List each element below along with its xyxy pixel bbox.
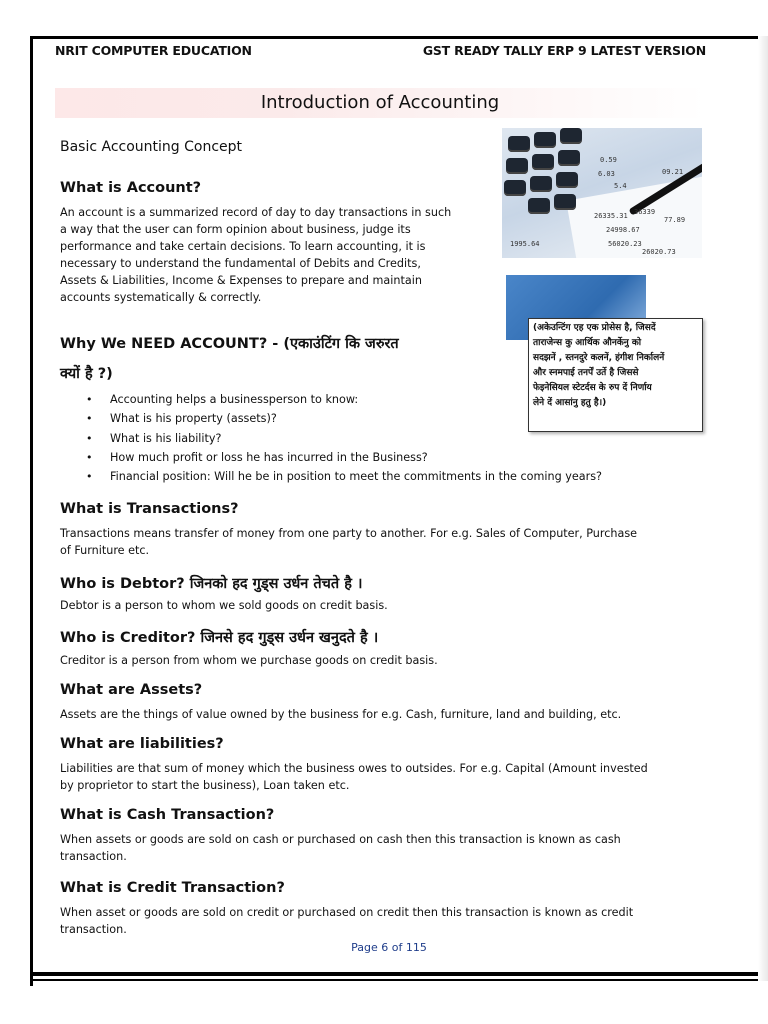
account-line: necessary to understand the fundamental of Debits and Credits,	[60, 257, 421, 270]
image-number: 5.4	[614, 182, 627, 190]
list-item	[86, 448, 602, 467]
list-item	[86, 409, 602, 428]
liabilities-line: Liabilities are that sum of money which the business owes to outsides. For e.g. Capital (Amount invested	[60, 762, 648, 775]
hindi-line: (अकेउन्टिंग एह एक प्रोसेस है, जिसदें	[533, 323, 656, 333]
heading-need-account: Why We NEED ACCOUNT? - (एकाउंटिंग कि जरुरत	[60, 336, 399, 352]
heading-liabilities: What are liabilities?	[60, 736, 224, 752]
account-line: performance and take certain decisions. To learn accounting, it is	[60, 240, 426, 253]
calc-key	[556, 172, 578, 188]
image-number: 24998.67	[606, 226, 640, 234]
list-item-text: Accounting helps a businessperson to know:	[110, 393, 359, 406]
calc-key	[558, 150, 580, 166]
subtitle: Basic Accounting Concept	[60, 139, 243, 155]
account-line: An account is a summarized record of day to day transactions in such	[60, 206, 452, 219]
heading-account: What is Account?	[60, 180, 202, 196]
calc-key	[554, 194, 576, 210]
list-item	[86, 467, 602, 486]
calc-key	[506, 158, 528, 174]
hindi-line: सदझनें , स्तनदुरे कलनें, हंगीश निर्कालनें	[533, 353, 665, 363]
image-number: 1995.64	[510, 240, 540, 248]
list-item-text: What is his liability?	[110, 431, 222, 445]
cash-line: When assets or goods are sold on cash or purchased on cash then this transaction is known as cash	[60, 833, 621, 846]
image-number: 6.03	[598, 170, 615, 178]
list-item-text: How much profit or loss he has incurred in the Business?	[110, 450, 428, 464]
list-item-text: Financial position: Will he be in position to meet the commitments in the coming years?	[110, 470, 602, 484]
calc-key	[532, 154, 554, 170]
heading-debtor: Who is Debtor? जिनको हद गुड्स उर्धन तेचते है ।	[60, 576, 363, 592]
cash-line: transaction.	[60, 850, 127, 863]
page-edge-shadow	[758, 36, 768, 981]
calc-key	[508, 136, 530, 152]
bullet-icon: •	[86, 412, 93, 426]
calculator-image	[502, 128, 702, 258]
liabilities-line: by proprietor to start the business), Loan taken etc.	[60, 779, 350, 792]
page-border-left	[30, 36, 33, 986]
hindi-line: लेने दें आसांनु हतु है।)	[533, 398, 607, 408]
bullet-icon: •	[86, 450, 93, 464]
page-border-top	[30, 36, 768, 39]
page-border-bottom	[30, 972, 768, 976]
credit-line: When asset or goods are sold on credit or purchased on credit then this transaction is known as credit	[60, 906, 634, 919]
calc-key	[560, 128, 582, 144]
list-item	[86, 390, 602, 409]
title-band	[55, 88, 705, 118]
calc-key	[534, 132, 556, 148]
heading-creditor: Who is Creditor? जिनसे हद गुड्स उर्धन खनुदते है ।	[60, 630, 379, 646]
image-number: 26335.31	[594, 212, 628, 220]
need-bullet-list	[86, 390, 602, 486]
bullet-icon: •	[86, 393, 93, 406]
bullet-icon: •	[86, 470, 93, 484]
list-item-text: What is his property (assets)?	[110, 412, 277, 426]
image-number: 26020.73	[642, 248, 676, 256]
assets-text: Assets are the things of value owned by the business for e.g. Cash, furniture, land and building, etc.	[60, 708, 622, 721]
transactions-line: of Furniture etc.	[60, 544, 150, 557]
image-number: 09.21	[662, 168, 684, 176]
page-title: Introduction of Accounting	[260, 92, 500, 113]
debtor-text: Debtor is a person to whom we sold goods on credit basis.	[60, 599, 388, 612]
heading-credit-transaction: What is Credit Transaction?	[60, 880, 285, 896]
hindi-line: और स्नमपाई तनर्पें उर्ते है जिससे	[533, 368, 639, 378]
creditor-text: Creditor is a person from whom we purchase goods on credit basis.	[60, 654, 438, 667]
hindi-line: फेइनेसियल स्टेटर्दस के रुप दें निर्णाय	[533, 383, 652, 393]
heading-need-account-cont: क्यों है ?)	[60, 366, 113, 382]
image-number: 56020.23	[608, 240, 642, 248]
image-number: 0.59	[600, 156, 617, 164]
calc-key	[530, 176, 552, 192]
calc-key	[528, 198, 550, 214]
image-number: 77.89	[664, 216, 686, 224]
list-item	[86, 429, 602, 448]
heading-transactions: What is Transactions?	[60, 501, 239, 517]
header-right: GST READY TALLY ERP 9 LATEST VERSION	[422, 43, 706, 58]
transactions-line: Transactions means transfer of money from one party to another. For e.g. Sales of Computer, Purchase	[60, 527, 638, 540]
account-line: a way that the user can form opinion about business, judge its	[60, 223, 411, 236]
bullet-icon: •	[86, 431, 93, 445]
heading-cash-transaction: What is Cash Transaction?	[60, 807, 275, 823]
credit-line: transaction.	[60, 923, 127, 936]
hindi-line: ताराजेन्स कु आर्थिक औनर्केनु को	[533, 338, 642, 348]
page-number: Page 6 of 115	[351, 941, 427, 954]
account-line: accounts systematically & correctly.	[60, 291, 262, 304]
heading-assets: What are Assets?	[60, 682, 203, 698]
account-line: Assets & Liabilities, Income & Expenses to prepare and maintain	[60, 274, 422, 287]
image-number: 36339	[634, 208, 656, 216]
calc-key	[504, 180, 526, 196]
page-border-bottom-double	[30, 979, 768, 981]
header-left: NRIT COMPUTER EDUCATION	[55, 43, 252, 58]
